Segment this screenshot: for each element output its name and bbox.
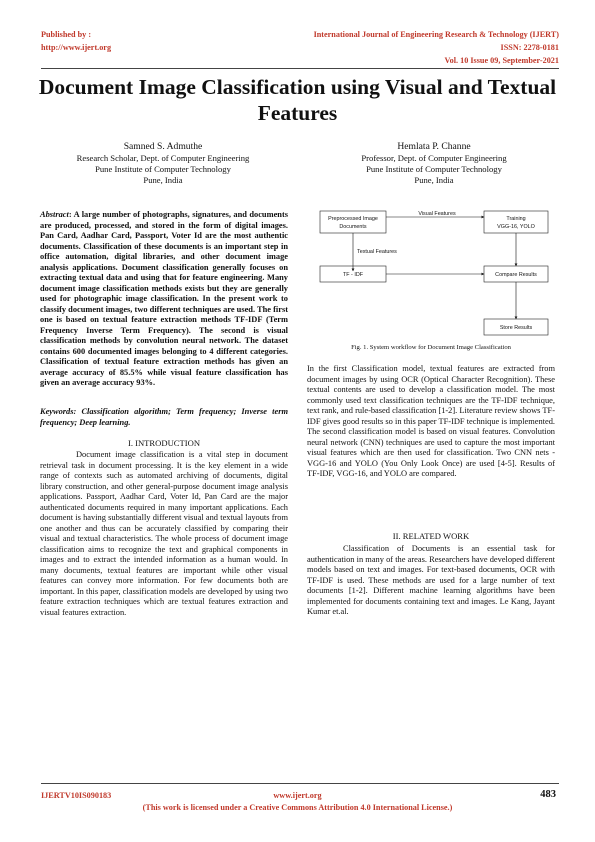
abstract-text: : A large number of photographs, signatures, and documents are produced, processed, and stored in the form of digital images. Pan Card, Aadhar Card, Passport, Voter Id are the most authentic documents. Classification of these documents is an important step in office automation, digital libraries, and other document image analysis applications. Document classification generally focuses on extracting textual data and using that for feature engineering. Many document image classification methods exists but they are generally used for photographic image classification. In the present work to classify document images, two different techniques are used. The first one is based on textual feature extraction methods TF-IDF (Term Frequency Inverse Term Frequency). The second is visual classification methods by convolution neural network. The dataset contains 600 documented images belonging to 4 different categories. Classification of textual feature extraction methods has given an average accuracy of 85.5% while visual feature classification has given an average accuracy 93%. bbox=[40, 210, 288, 387]
author-block-2 bbox=[309, 141, 559, 186]
related-work-heading: II. RELATED WORK bbox=[392, 531, 470, 541]
figure-caption: Fig. 1. System workflow for Document Image Classification bbox=[351, 344, 511, 351]
abstract bbox=[40, 210, 288, 389]
node-store-label: Store Results bbox=[499, 325, 533, 331]
footer-divider bbox=[41, 783, 559, 784]
author-block-1 bbox=[38, 141, 288, 186]
header-left bbox=[41, 28, 111, 54]
node-compare-label: Compare Results bbox=[495, 272, 537, 278]
author-name: Samned S. Admuthe bbox=[123, 141, 203, 152]
node-training-label-2: VGG-16, YOLO bbox=[497, 224, 535, 230]
footer-url-link[interactable]: www.ijert.org bbox=[273, 791, 322, 800]
node-training bbox=[484, 211, 548, 233]
edge-textual-label: Textual Features bbox=[357, 249, 397, 255]
paper-title: Document Image Classification using Visual and Textual Features bbox=[38, 75, 557, 125]
paper-id: IJERTV10IS090183 bbox=[41, 791, 112, 800]
edge-visual-label: Visual Features bbox=[418, 211, 456, 217]
node-preprocessed-label-1: Preprocessed Image bbox=[328, 216, 378, 222]
node-store bbox=[484, 319, 548, 335]
node-preprocessed bbox=[320, 211, 386, 233]
journal-name: International Journal of Engineering Research & Technology (IJERT) bbox=[313, 30, 559, 39]
abstract-label: Abstract bbox=[40, 210, 69, 219]
workflow-diagram bbox=[312, 205, 552, 343]
issn: ISSN: 2278-0181 bbox=[500, 43, 559, 52]
node-preprocessed-label-2: Documents bbox=[339, 224, 367, 230]
node-training-label-1: Training bbox=[506, 216, 526, 222]
keywords: Keywords: Classification algorithm; Term frequency; Inverse term frequency; Deep learning. bbox=[40, 407, 288, 427]
volume-issue: Vol. 10 Issue 09, September-2021 bbox=[444, 56, 559, 65]
author-name: Hemlata P. Channe bbox=[397, 141, 471, 152]
published-by: Published by : bbox=[41, 30, 92, 39]
right-paragraph: In the first Classification model, textual features are extracted from document images by using OCR (Optical Character Recognition). These textual contents are used to develop a classification model. The most commonly used text classification techniques are the TF-IDF technique, text rank, and rule-based classification [1-2]. Literature review shows TF-IDF gives good results so in this paper TF-IDF technique is implemented. The second classification model is based on visual features. Convolution neural network (CNN) techniques are used to capture the most important visual features which are then used for classification. Two CNN nets - VGG-16 and YOLO (You Only Look Once) are used [4-5]. Results of TF-IDF, VGG-16, and YOLO are compared. bbox=[307, 364, 555, 478]
author-city: Pune, India bbox=[414, 175, 454, 185]
author-institute: Pune Institute of Computer Technology bbox=[95, 164, 231, 174]
author-city: Pune, India bbox=[143, 175, 183, 185]
author-role: Research Scholar, Dept. of Computer Engineering bbox=[76, 153, 250, 163]
journal-url-link[interactable]: http://www.ijert.org bbox=[41, 43, 112, 52]
page-number: 483 bbox=[540, 789, 556, 800]
author-role: Professor, Dept. of Computer Engineering bbox=[361, 153, 507, 163]
node-tfidf-label: TF - IDF bbox=[342, 272, 364, 278]
header-divider bbox=[41, 68, 559, 69]
related-work-text: Classification of Documents is an essential task for authentication in many of the areas. Researchers have developed different models based on text and images. For text-based documents, OCR with TF-IDF is used. These methods are used for a large number of text documents [1-2]. Different machine learning algorithms have been implemented for documents containing text and images. Le Kang, Jayant Kumar et.al. bbox=[307, 544, 555, 616]
author-institute: Pune Institute of Computer Technology bbox=[366, 164, 502, 174]
node-compare bbox=[484, 266, 548, 282]
introduction-text: Document image classification is a vital step in document retrieval task in document processing. It is the key element in a wide range of contexts such as automated archiving of documents, digital library construction, and other general-purpose document image analysis applications. Passport, Aadhar Card, Voter Id, Pan Card are the major authenticated documents required in many important applications. Each document is having substantially different visual and textual layouts from one another and thus can be accurately classified by comparing their visual and textual characteristics. The whole process of document image classification aims to recognize the text and graphical components in images and to extract the intended information as a human would. In many documents, textual features are important while other visual features can convey more information. For few documents both are important. In this paper, classification models are developed by using two feature extraction techniques which are textual features extraction and visual features extraction. bbox=[40, 450, 288, 617]
license-notice: (This work is licensed under a Creative Commons Attribution 4.0 International License.) bbox=[142, 803, 453, 812]
header-right bbox=[314, 28, 559, 67]
introduction-heading: I. INTRODUCTION bbox=[127, 438, 201, 448]
